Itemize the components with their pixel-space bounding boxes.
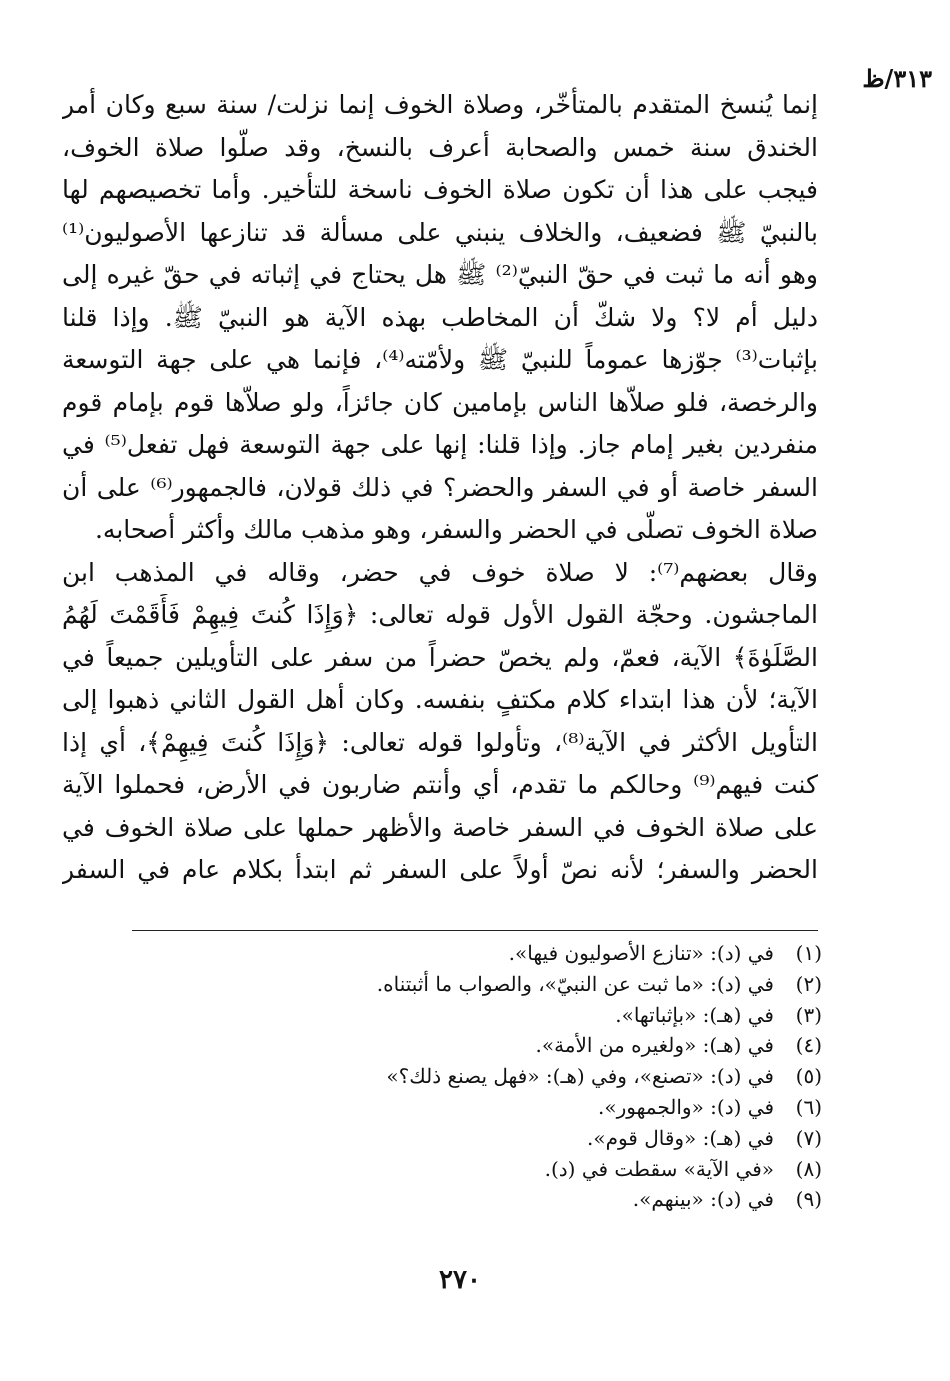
footnote-item [132,1000,822,1031]
text-line: الحضر والسفر؛ لأنه نصّ أولاً على السفر ثم ابتدأ بكلام عام في السفر [62,855,818,884]
text-line: وقال بعضهم⁽⁷⁾: لا صلاة خوف في حضر، وقاله في المذهب ابن [62,557,818,587]
footnote-text: «في الآية» سقطت في (د). [544,1156,774,1181]
footnote-item [132,1030,822,1061]
text-line: بالنبيّ ﷺ فضعيف، والخلاف ينبني على مسألة قد تنازعها الأصوليون⁽¹⁾ [62,217,818,247]
text-line: التأويل الأكثر في الآية⁽⁸⁾، وتأولوا قوله تعالى: ﴿وَإِذَا كُنتَ فِيهِمْ﴾، أي إذا [62,727,818,757]
footnote-number: (٤) [795,1033,822,1058]
footnote-text: في (هـ): «بإثباتها». [615,1002,774,1027]
footnote-number: (٥) [795,1064,822,1089]
text-line: على صلاة الخوف في السفر خاصة والأظهر حملها على صلاة الخوف في [62,812,818,842]
footnote-number: (٩) [795,1187,822,1212]
footnote-text: في (د): «ما ثبت عن النبيّ»، والصواب ما أثبتناه. [376,971,774,996]
text-line: السفر خاصة أو في السفر والحضر؟ في ذلك قولان، فالجمهور⁽⁶⁾ على أن [62,472,818,502]
footnote-item [132,1154,822,1185]
footnote-number: (٣) [795,1002,822,1027]
footnote-item [132,1092,822,1123]
main-text-body [62,84,818,892]
text-line: صلاة الخوف تصلّى في الحضر والسفر، وهو مذهب مالك وأكثر أصحابه. [94,515,818,544]
footnote-text: في (د): «تصنع»، وفي (هـ): «فهل يصنع ذلك؟» [386,1064,774,1089]
text-line: فيجب على هذا أن تكون صلاة الخوف ناسخة للتأخير. وأما تخصيصهم لها [62,175,818,204]
text-line: وهو أنه ما ثبت في حقّ النبيّ⁽²⁾ ﷺ هل يحتاج في إثباته في حقّ غيره إلى [62,260,818,289]
footnote-text: في (د): «تنازع الأصوليون فيها». [508,941,774,965]
footnote-number: (٦) [795,1094,822,1119]
footnote-text: في (د): «بينهم». [632,1187,774,1212]
text-line: الآية؛ لأن هذا ابتداء كلام مكتفٍ بنفسه. وكان أهل القول الثاني ذهبوا إلى [62,685,818,714]
footnote-item [132,1123,822,1154]
footnote-text: في (د): «والجمهور». [597,1094,774,1119]
footnote-separator [132,930,818,931]
text-line: دليل أم لا؟ ولا شكّ أن المخاطب بهذه الآية هو النبيّ ﷺ. وإذا قلنا [62,302,818,332]
text-line: الصَّلَوٰةَ﴾ الآية، فعمّ، ولم يخصّ حضراً من سفر على التأويلين جميعاً في [62,642,818,672]
footnote-item [132,1184,822,1215]
page-number: ٢٧٠ [439,1265,481,1295]
manuscript-folio-marker: ٣١٣/ظ [862,64,932,93]
text-line: بإثبات⁽³⁾ جوّزها عموماً للنبيّ ﷺ ولأمّته⁽⁴⁾، فإنما هي على جهة التوسعة [62,345,818,374]
footnote-number: (٢) [795,971,822,996]
footnote-item [132,1061,822,1092]
footnotes [132,938,822,1215]
text-line: منفردين بغير إمام جاز. وإذا قلنا: إنها على جهة التوسعة فهل تفعل⁽⁵⁾ في [62,430,818,459]
footnote-text: في (هـ): «وقال قوم». [586,1125,774,1150]
text-line: إنما يُنسخ المتقدم بالمتأخّر، وصلاة الخوف إنما نزلت/ سنة سبع وكان أمر [62,90,818,119]
footnote-text: في (هـ): «ولغيره من الأمة». [535,1033,774,1058]
footnote-item [132,969,822,1000]
footnote-item [132,938,822,969]
text-line: والرخصة، فلو صلاّها الناس بإمامين كان جائزاً، ولو صلاّها قوم بإمام قوم [62,387,818,417]
footnote-number: (١) [795,941,822,965]
text-line: الخندق سنة خمس والصحابة أعرف بالنسخ، وقد صلّوا صلاة الخوف، [62,132,818,162]
text-line: كنت فيهم⁽⁹⁾ وحالكم ما تقدم، أي وأنتم ضاربون في الأرض، فحملوا الآية [62,770,818,799]
text-line: الماجشون. وحجّة القول الأول قوله تعالى: ﴿وَإِذَا كُنتَ فِيهِمْ فَأَقَمْتَ لَهُمُ [62,600,818,629]
footnote-number: (٨) [795,1156,822,1181]
footnote-number: (٧) [795,1125,822,1150]
